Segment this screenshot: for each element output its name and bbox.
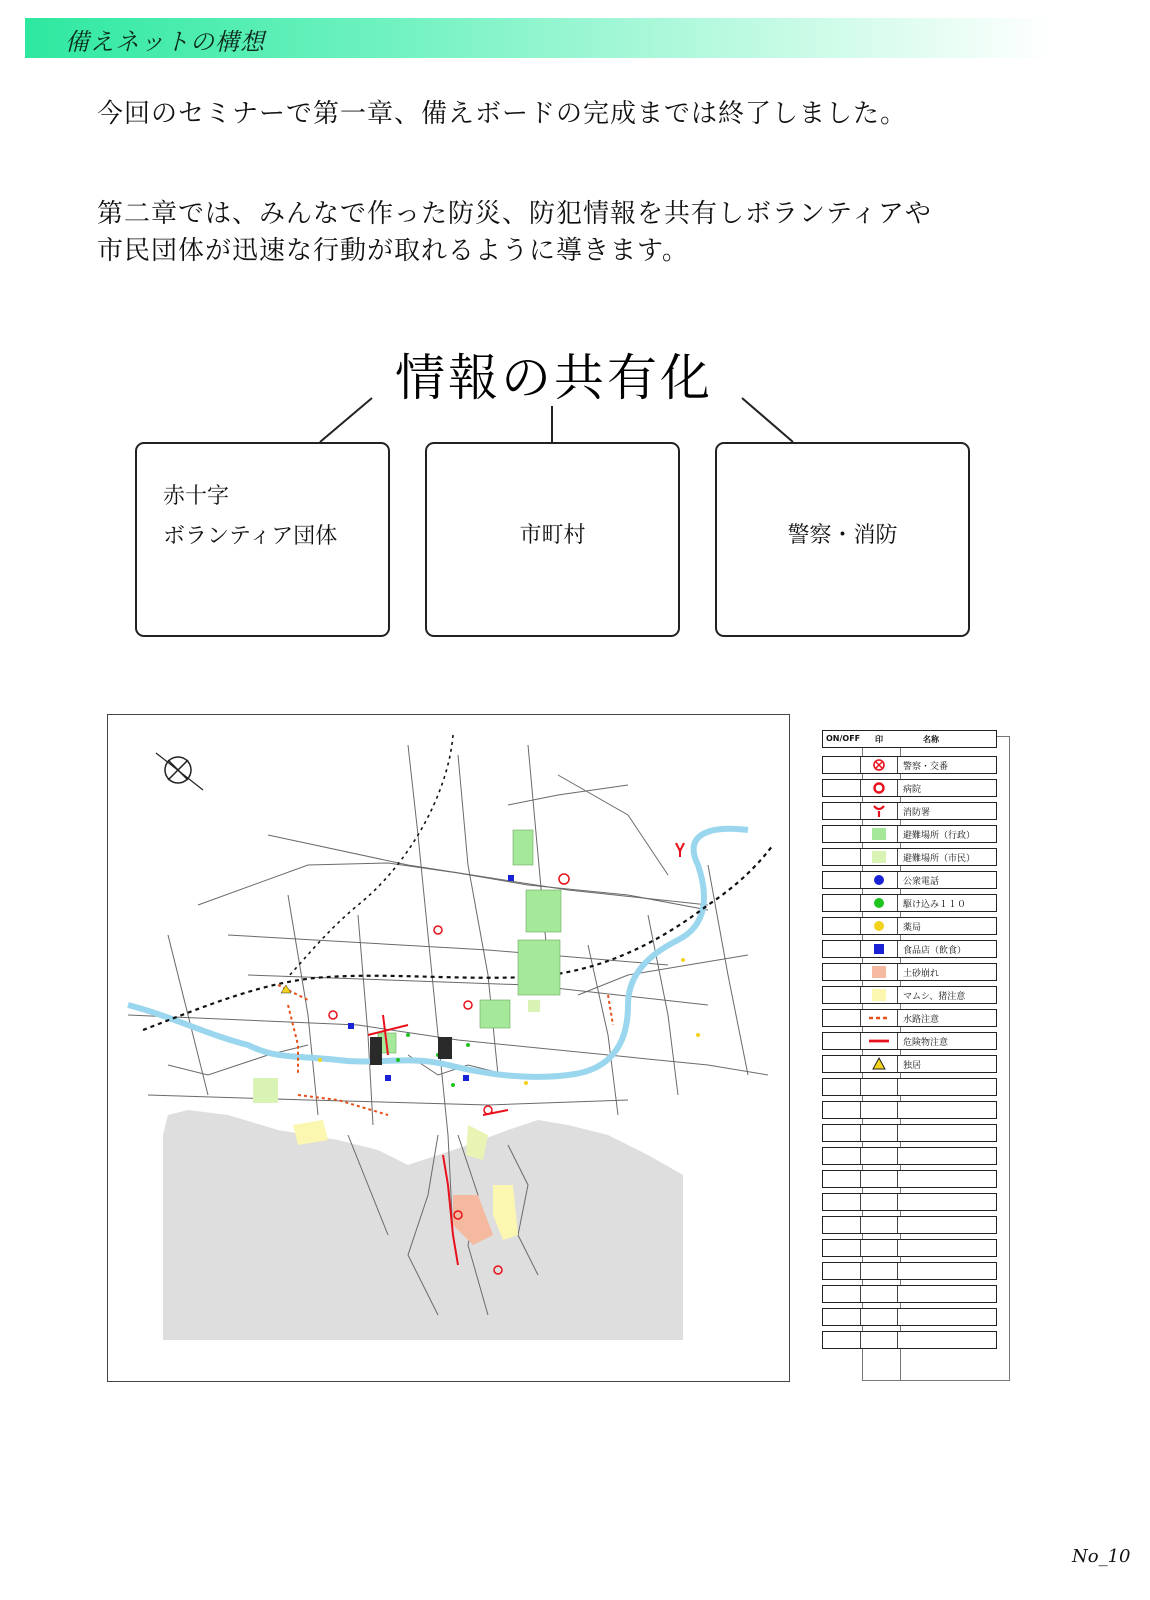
fire-station-icon xyxy=(861,803,897,819)
hospital-icon xyxy=(861,780,897,796)
map-graphic xyxy=(108,715,791,1383)
legend-label: 土砂崩れ xyxy=(903,969,940,979)
legend-item[interactable] xyxy=(822,1009,997,1027)
waterway-icon xyxy=(861,1010,897,1026)
landslide-icon xyxy=(861,964,897,980)
legend-label: マムシ、猪注意 xyxy=(903,992,966,1002)
legend-item[interactable] xyxy=(822,756,997,774)
snake-boar-icon xyxy=(861,987,897,1003)
legend-label: 警察・交番 xyxy=(903,762,949,772)
intro-line-2a: 第二章では、みんなで作った防災、防犯情報を共有しボランティアや xyxy=(97,199,932,229)
refuge-110-icon xyxy=(861,895,897,911)
legend-empty-row[interactable] xyxy=(822,1331,997,1349)
living-alone-icon xyxy=(861,1056,897,1072)
box-red-cross-volunteers xyxy=(135,442,390,637)
legend-label: 危険物注意 xyxy=(903,1038,949,1048)
legend-empty-row[interactable] xyxy=(822,1216,997,1234)
legend-empty-row[interactable] xyxy=(822,1239,997,1257)
pharmacy-icon xyxy=(861,918,897,934)
legend-item[interactable] xyxy=(822,871,997,889)
box-label: ボランティア団体 xyxy=(163,524,338,549)
legend-mark-header: 印 xyxy=(875,735,883,744)
police-icon xyxy=(861,757,897,773)
legend-label: 病院 xyxy=(903,785,922,795)
legend-empty-row[interactable] xyxy=(822,1078,997,1096)
legend-item[interactable] xyxy=(822,1055,997,1073)
share-diagram-title: 情報の共有化 xyxy=(395,349,713,407)
legend-empty-row[interactable] xyxy=(822,1308,997,1326)
area-map xyxy=(107,714,790,1382)
shelter-admin-icon xyxy=(861,826,897,842)
page-number: No_10 xyxy=(1072,1546,1131,1567)
legend-item[interactable] xyxy=(822,986,997,1004)
intro-line-2b: 市民団体が迅速な行動が取れるように導きます。 xyxy=(97,236,689,266)
legend-empty-row[interactable] xyxy=(822,1101,997,1119)
box-municipality xyxy=(425,442,680,637)
legend-label: 避難場所（行政） xyxy=(903,831,976,841)
shelter-areas xyxy=(378,830,561,1053)
north-arrow-icon xyxy=(156,753,203,790)
legend-item[interactable] xyxy=(822,963,997,981)
legend-item[interactable] xyxy=(822,917,997,935)
legend-label: 独居 xyxy=(903,1061,922,1071)
legend-empty-row[interactable] xyxy=(822,1262,997,1280)
legend-label: 公衆電話 xyxy=(903,877,940,887)
legend-label: 薬局 xyxy=(903,923,922,933)
legend-label: 消防署 xyxy=(903,808,931,818)
legend-header-row xyxy=(822,730,997,748)
danger-icon xyxy=(861,1033,897,1049)
connector-right xyxy=(742,398,793,442)
food-store-icon xyxy=(861,941,897,957)
legend-onoff-header: ON/OFF xyxy=(826,734,861,743)
map-legend xyxy=(822,730,1010,1382)
legend-item[interactable] xyxy=(822,825,997,843)
legend-empty-row[interactable] xyxy=(822,1124,997,1142)
legend-item[interactable] xyxy=(822,1032,997,1050)
legend-label: 避難場所（市民） xyxy=(903,854,976,864)
legend-empty-row[interactable] xyxy=(822,1285,997,1303)
legend-label: 水路注意 xyxy=(903,1015,940,1025)
legend-name-header: 名称 xyxy=(923,735,939,744)
legend-label: 食品店（飲食） xyxy=(903,946,967,956)
legend-item[interactable] xyxy=(822,848,997,866)
intro-line-1: 今回のセミナーで第一章、備えボードの完成までは終了しました。 xyxy=(97,99,908,129)
box-label: 市町村 xyxy=(519,523,586,548)
legend-empty-row[interactable] xyxy=(822,1170,997,1188)
legend-label: 駆け込み１１０ xyxy=(903,900,967,910)
legend-item[interactable] xyxy=(822,779,997,797)
box-police-fire xyxy=(715,442,970,637)
diagram-connectors xyxy=(0,0,1150,450)
box-label: 警察・消防 xyxy=(787,523,898,548)
legend-item[interactable] xyxy=(822,894,997,912)
mountain-area xyxy=(163,1110,683,1340)
legend-item[interactable] xyxy=(822,802,997,820)
box-label: 赤十字 xyxy=(163,484,230,509)
page-title: 備えネットの構想 xyxy=(65,28,265,56)
legend-empty-row[interactable] xyxy=(822,1147,997,1165)
public-phone-icon xyxy=(861,872,897,888)
legend-empty-row[interactable] xyxy=(822,1193,997,1211)
legend-item[interactable] xyxy=(822,940,997,958)
connector-left xyxy=(320,398,372,442)
shelter-citizen-icon xyxy=(861,849,897,865)
